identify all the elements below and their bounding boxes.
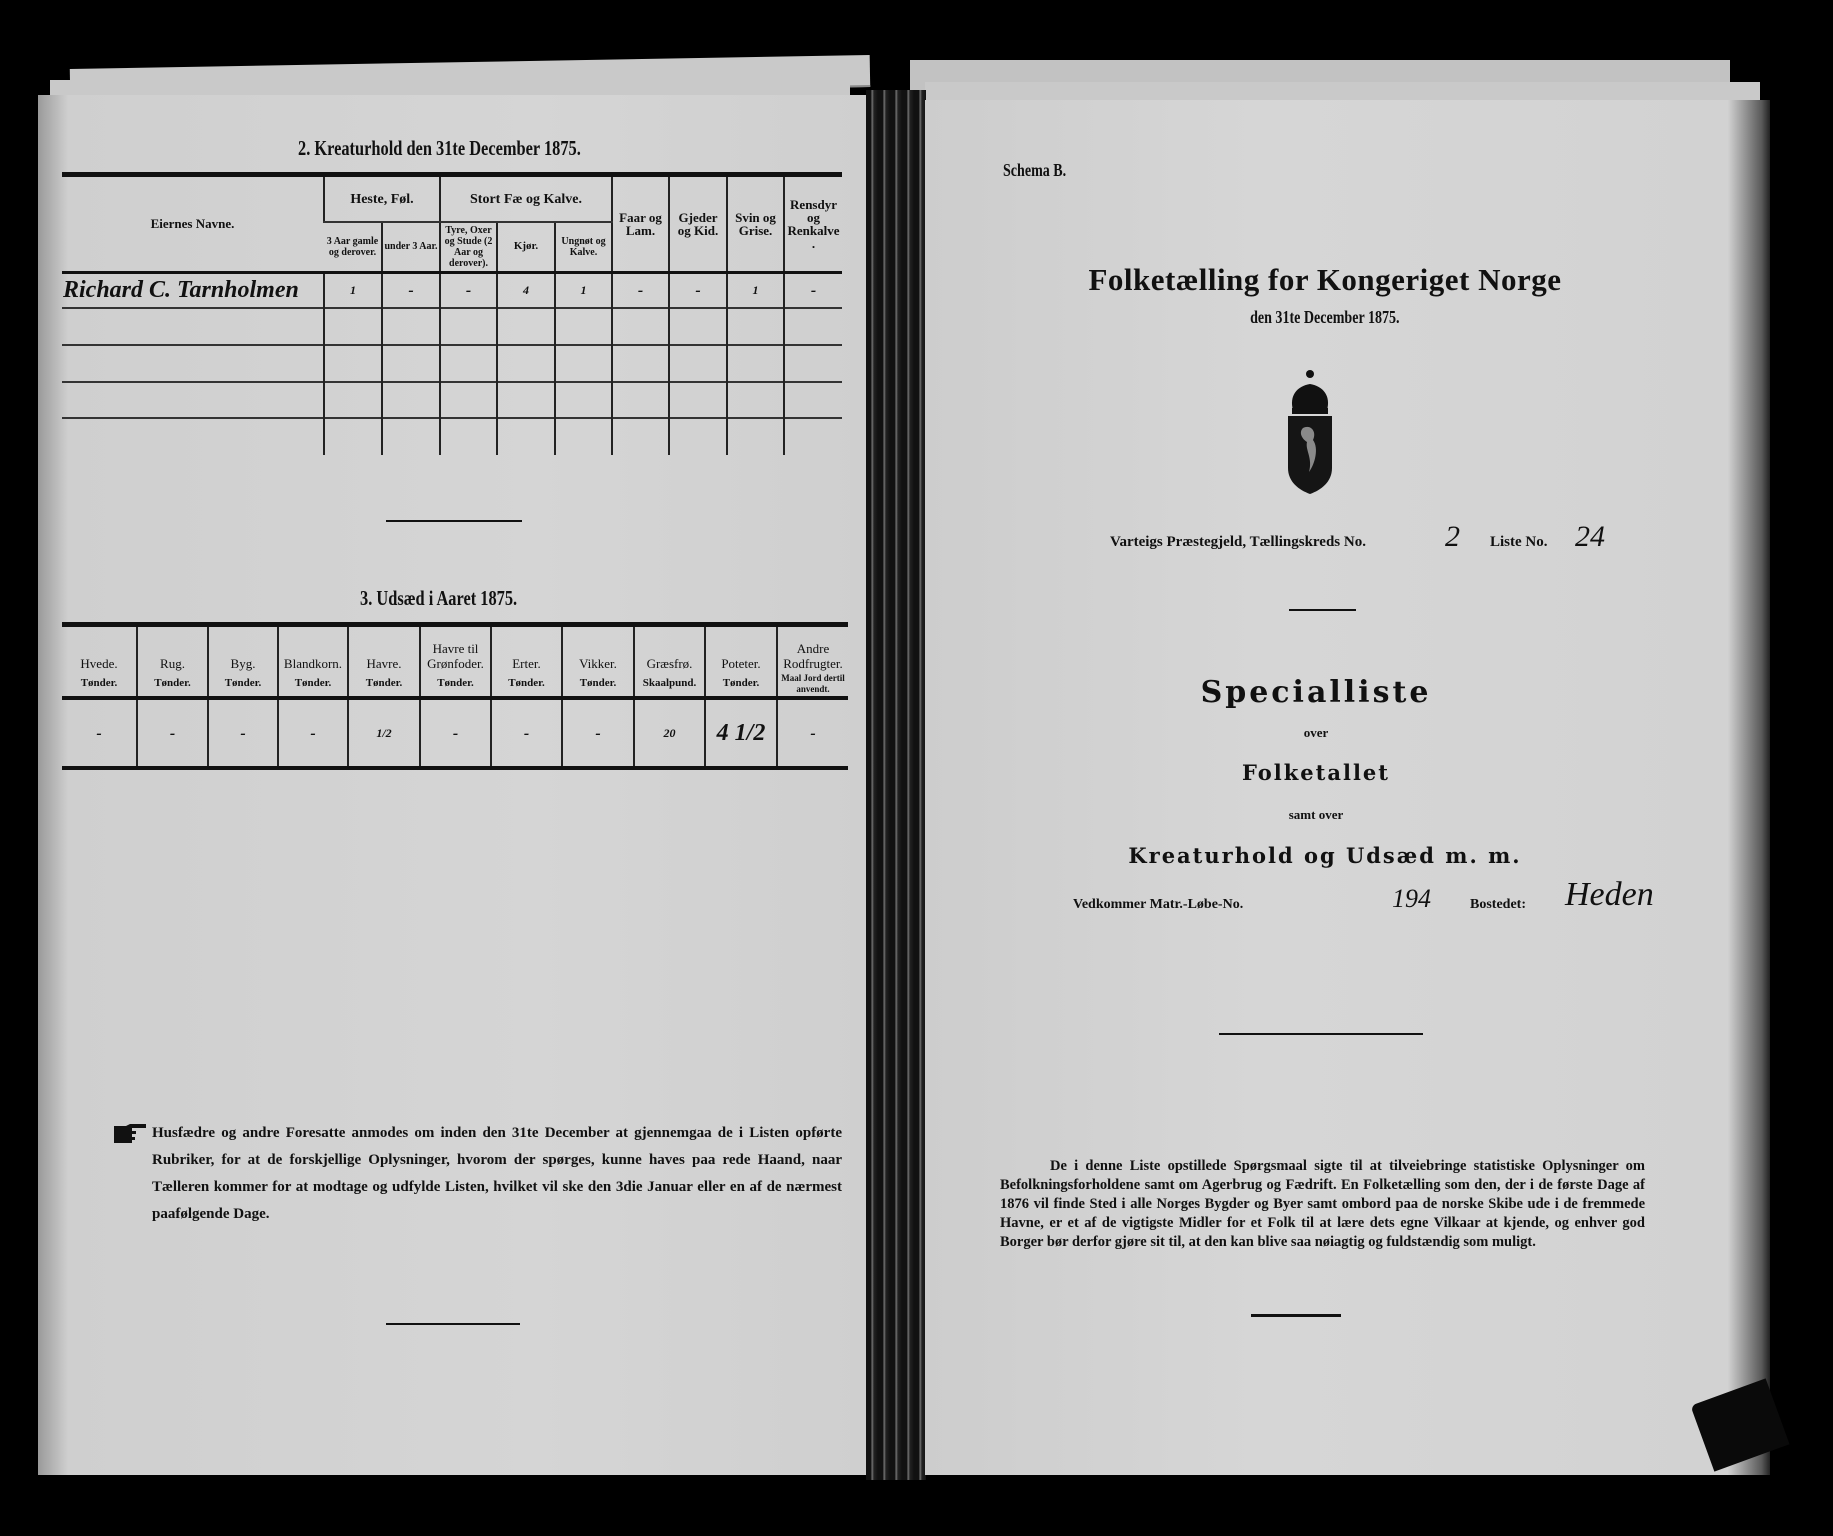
- seed-header-label: Byg.: [208, 627, 278, 671]
- seed-header-unit: Skaalpund.: [634, 671, 705, 698]
- seed-header-unit: Tønder.: [278, 671, 348, 698]
- seed-header-label: Poteter.: [705, 627, 777, 671]
- seed-header-label: Græsfrø.: [634, 627, 705, 671]
- header-faar: Faar og Lam.: [612, 177, 669, 272]
- samt-over-label: samt over: [1288, 807, 1344, 822]
- census-title: Folketælling for Kongeriget Norge: [1088, 262, 1562, 297]
- header-svin: Svin og Grise.: [727, 177, 784, 272]
- seed-value: 1/2: [348, 698, 420, 768]
- table-row-empty: [62, 382, 842, 418]
- separator-rule: [1251, 1314, 1341, 1317]
- seed-header-label: Rug.: [137, 627, 208, 671]
- schema-label: Schema B.: [1003, 160, 1067, 180]
- seed-header-label: Blandkorn.: [278, 627, 348, 671]
- kreds-label: Tællingskreds No.: [1249, 534, 1366, 550]
- coat-of-arms-logo: [1287, 368, 1333, 494]
- section2-title: 2. Kreaturhold den 31te December 1875.: [298, 136, 581, 160]
- seed-table: [62, 627, 848, 770]
- owner-name: Richard C. Tarnholmen: [62, 272, 324, 308]
- kreaturhold-heading: Kreaturhold og Udsæd m. m.: [1128, 843, 1522, 868]
- instruction-notice: Husfædre og andre Foresatte anmodes om inden den 31te December at gjennemgaa de i Listen opførte Rubriker, for at de forskjellige Oplysninger, hvorom der spørges, kunne haves paa rede Haand, naar Tælleren kommer for at modtage og udfylde Listen, hvilket vil ske den 3die Januar eller en af de nærmest paafølgende Dage.: [152, 1125, 842, 1222]
- seed-value: -: [562, 698, 634, 768]
- cell-value: -: [382, 272, 440, 308]
- seed-header-unit: Tønder.: [208, 671, 278, 698]
- seed-value: -: [491, 698, 562, 768]
- table-row-empty: [62, 308, 842, 345]
- header-tyre: Tyre, Oxer og Stude (2 Aar og derover).: [440, 222, 497, 272]
- section3-title: 3. Udsæd i Aaret 1875.: [360, 586, 518, 610]
- matr-label: Vedkommer Matr.-Løbe-No.: [1073, 897, 1244, 912]
- cell-value: 1: [555, 272, 612, 308]
- seed-value: 20: [634, 698, 705, 768]
- over-label: over: [1303, 725, 1329, 740]
- seed-header-unit: Tønder.: [705, 671, 777, 698]
- seed-value: -: [420, 698, 491, 768]
- cell-value: 1: [324, 272, 382, 308]
- cell-value: -: [612, 272, 669, 308]
- header-ungnot: Ungnøt og Kalve.: [555, 222, 612, 272]
- cell-value: -: [669, 272, 727, 308]
- header-heste: Heste, Føl.: [324, 177, 440, 222]
- separator-rule: [386, 1323, 520, 1325]
- kreds-value: 2: [1445, 520, 1460, 553]
- liste-value: 24: [1575, 520, 1605, 553]
- livestock-table: [62, 177, 842, 455]
- cell-value: 4: [497, 272, 555, 308]
- district-line: [1110, 534, 1366, 551]
- liste-label: Liste No.: [1490, 534, 1548, 550]
- cell-value: -: [440, 272, 497, 308]
- seed-header-label: Havre.: [348, 627, 420, 671]
- table-row: [62, 272, 842, 308]
- separator-rule: [1289, 609, 1356, 611]
- seed-header-unit: Tønder.: [491, 671, 562, 698]
- seed-header-label: Andre Rodfrugter.: [777, 627, 848, 671]
- table-row-empty: [62, 418, 842, 455]
- seed-header-unit: Tønder.: [137, 671, 208, 698]
- matr-value: 194: [1392, 884, 1431, 913]
- census-date: den 31te December 1875.: [1250, 307, 1400, 327]
- seed-value: -: [208, 698, 278, 768]
- seed-value: -: [137, 698, 208, 768]
- seed-value: -: [777, 698, 848, 768]
- seed-header-unit: Tønder.: [348, 671, 420, 698]
- seed-header-unit: Tønder.: [562, 671, 634, 698]
- seed-header-unit: Tønder.: [80, 677, 118, 689]
- specialliste-heading: Specialliste: [1200, 675, 1432, 710]
- seed-header-unit: Tønder.: [420, 671, 491, 698]
- bosted-value: Heden: [1565, 876, 1654, 913]
- header-heste-young: under 3 Aar.: [382, 222, 440, 272]
- book-spine: [866, 90, 926, 1480]
- cell-value: 1: [727, 272, 784, 308]
- seed-header-label: Hvede.: [80, 656, 118, 671]
- explanatory-paragraph: De i denne Liste opstillede Spørgsmaal sigte til at tilveiebringe statistiske Oplysninger om Befolkningsforholdene samt om Agerbrug og Fædrift. En Folketælling som den, der i de første Dage af 1876 vil finde Sted i alle Norges Bygder og Byer samt ombord paa de norske Skibe ude i de fremmede Havne, er et af de vigtigste Midler for et Folk til at lære dets egne Vilkaar at kjende, og enhver god Borger bør derfor gjøre sit til, at den kan blive saa nøiagtig og fuldstændig som muligt.: [1000, 1158, 1645, 1250]
- seed-header-label: Vikker.: [562, 627, 634, 671]
- pointing-hand-icon: [114, 1124, 148, 1146]
- bosted-label: Bostedet:: [1470, 897, 1526, 912]
- header-rensdyr: Rensdyr og Renkalve.: [784, 177, 842, 272]
- folketallet-heading: Folketallet: [1242, 760, 1390, 785]
- seed-header-label: Havre til Grønfoder.: [420, 627, 491, 671]
- seed-header-label: Erter.: [491, 627, 562, 671]
- seed-value: -: [278, 698, 348, 768]
- seed-header-unit: Maal Jord dertil anvendt.: [777, 671, 848, 698]
- seed-value: -: [62, 698, 137, 768]
- separator-rule: [1219, 1033, 1423, 1035]
- header-heste-old: 3 Aar gamle og derover.: [326, 235, 379, 258]
- table-row-empty: [62, 345, 842, 382]
- cell-value: -: [784, 272, 842, 308]
- header-stort-fae: Stort Fæ og Kalve.: [440, 177, 612, 222]
- header-kjor: Kjør.: [497, 222, 555, 272]
- header-gjeder: Gjeder og Kid.: [669, 177, 727, 272]
- parish-label: Varteigs Præstegjeld,: [1110, 534, 1247, 550]
- separator-rule: [386, 520, 522, 522]
- seed-value: 4 1/2: [705, 698, 777, 768]
- header-owner-name: Eiernes Navne.: [150, 216, 235, 232]
